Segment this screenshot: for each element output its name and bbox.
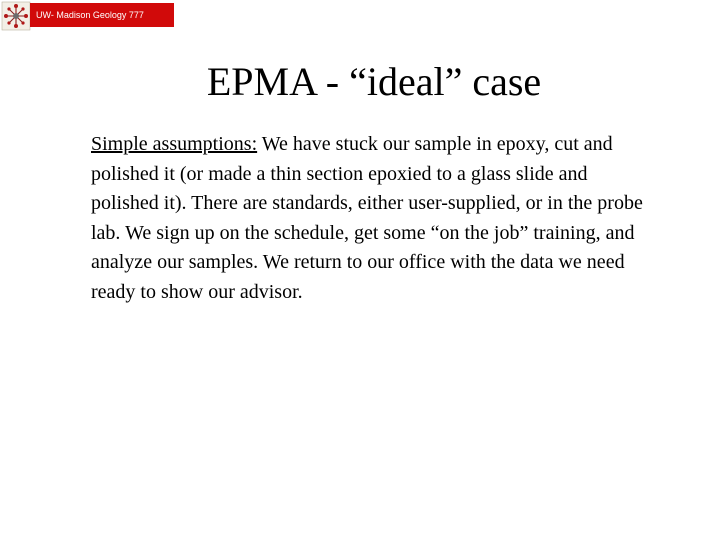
body-lead-label: Simple assumptions: [91, 133, 258, 155]
university-crest-icon [2, 2, 30, 30]
body-text: We have stuck our sample in epoxy, cut and polished it (or made a thin section epoxied to a glass slide and polished it). There are standards, either user-supplied, or in the probe lab. We sign up on the schedule, get some “on the job” training, and analyze our samples. We return to our office with the data we need ready to show our advisor. [91, 133, 643, 303]
slide-body [91, 130, 651, 308]
course-banner: UW- Madison Geology 777 [30, 3, 174, 27]
slide-title: EPMA - “ideal” case [206, 59, 542, 104]
